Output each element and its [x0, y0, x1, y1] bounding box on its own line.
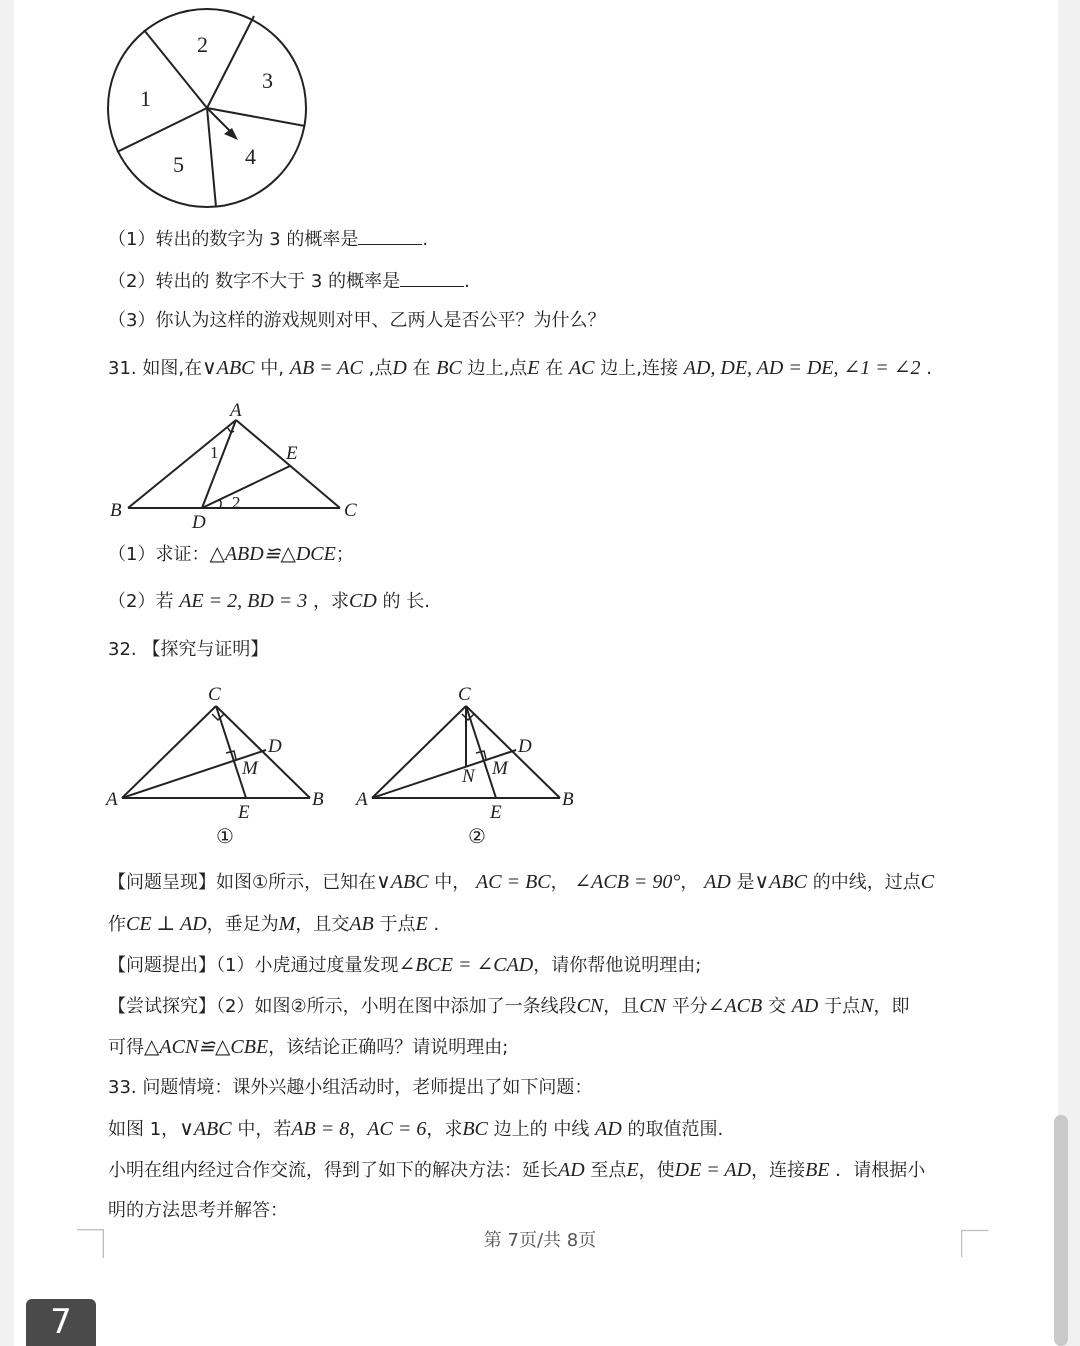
- text-segment: D: [518, 736, 532, 757]
- spinner-label-5: 5: [173, 152, 184, 177]
- text-segment: B: [110, 500, 122, 521]
- text-segment: 边上,连接: [600, 358, 678, 379]
- math-expression: CD: [349, 590, 377, 612]
- text-segment: 平分: [671, 996, 708, 1017]
- text-segment: E: [238, 802, 250, 823]
- text-segment: C: [208, 684, 221, 705]
- math-expression: ∠ACB: [707, 995, 763, 1017]
- q32-line-2: [108, 912, 439, 937]
- q32-line-5: [108, 1035, 508, 1060]
- text-segment: ，使: [638, 1160, 675, 1181]
- scrollbar-thumb[interactable]: [1054, 1115, 1068, 1346]
- text-segment: 小明在组内经过合作交流，得到了如下的解决方法：延长: [108, 1160, 558, 1181]
- text-segment: A: [230, 400, 242, 421]
- text-segment: ，即: [873, 996, 910, 1017]
- math-expression: AB = AC: [289, 357, 363, 379]
- text-segment: （1）求证：: [108, 544, 210, 565]
- math-expression: E: [626, 1159, 639, 1181]
- math-expression: AC = BC: [476, 871, 551, 893]
- math-expression: AD: [704, 871, 731, 893]
- text-segment: 于点: [824, 996, 861, 1017]
- math-expression: CN: [576, 995, 604, 1017]
- text-segment: E: [286, 443, 298, 464]
- text-segment: 2: [232, 493, 241, 512]
- math-expression: ∨ABC: [202, 357, 255, 379]
- text-segment: A: [106, 789, 118, 810]
- text-segment: N: [462, 766, 475, 787]
- text-segment: 如图 1，: [108, 1119, 180, 1140]
- q30-part1: [108, 226, 428, 252]
- q32-figure-1: [104, 680, 334, 852]
- math-expression: BE: [805, 1159, 830, 1181]
- text-segment: ，: [680, 872, 699, 893]
- text-segment: ，且: [603, 996, 640, 1017]
- text-segment: ．请根据小: [835, 1160, 926, 1181]
- text-segment: 31.: [108, 358, 137, 379]
- spinner-label-4: 4: [245, 144, 256, 169]
- math-expression: ∨ABC: [754, 871, 807, 893]
- math-expression: D: [392, 357, 407, 379]
- q33-line-4: [108, 1199, 288, 1223]
- text-segment: 至点: [590, 1160, 627, 1181]
- math-expression: ∨ABC: [376, 871, 429, 893]
- spinner-label-2: 2: [197, 32, 208, 57]
- q31-stem: [108, 356, 932, 381]
- corner-mark-left: [76, 1228, 106, 1258]
- text-segment: 在: [545, 358, 564, 379]
- math-expression: E: [527, 357, 540, 379]
- text-segment: D: [192, 512, 206, 532]
- text-segment: 【尝试探究】（2）如图②所示，小明在图中添加了一条线段: [108, 996, 577, 1017]
- text-segment: 在: [412, 358, 431, 379]
- math-expression: CE ⊥ AD: [126, 913, 207, 935]
- text-segment: 32. 【探究与证明】: [108, 639, 269, 660]
- text-segment: C: [344, 500, 357, 521]
- text-segment: 中,: [260, 358, 284, 379]
- text-segment: 中，若: [237, 1119, 292, 1140]
- math-expression: ∠ACB = 90°: [574, 871, 681, 893]
- text-segment: （2）若: [108, 591, 174, 612]
- text-segment: ，请你帮他说明理由;: [533, 955, 702, 976]
- text-segment: ，该结论正确吗？请说明理由;: [268, 1037, 509, 1058]
- q31-part2: [108, 589, 430, 614]
- math-expression: AD, DE, AD = DE, ∠1 = ∠2: [683, 357, 921, 379]
- text-segment: ，: [550, 872, 569, 893]
- text-segment: ，求: [313, 591, 350, 612]
- text-segment: ,点: [368, 358, 393, 379]
- text-segment: ，: [349, 1119, 368, 1140]
- page-number-badge[interactable]: 7: [26, 1299, 96, 1346]
- text-segment: M: [242, 758, 258, 779]
- text-segment: ；: [335, 544, 354, 565]
- text-segment: ，连接: [751, 1160, 806, 1181]
- text-segment: 明的方法思考并解答：: [108, 1200, 288, 1221]
- spinner-figure: [100, 4, 316, 210]
- math-expression: AB = 8: [291, 1118, 350, 1140]
- math-expression: ∨ABC: [179, 1118, 232, 1140]
- text-segment: B: [312, 789, 324, 810]
- math-expression: E: [415, 913, 428, 935]
- math-expression: AD: [558, 1159, 585, 1181]
- q31-part1: [108, 542, 354, 567]
- text-segment: 的取值范围.: [627, 1119, 724, 1140]
- math-expression: BC: [462, 1118, 488, 1140]
- math-expression: AC: [568, 357, 595, 379]
- text-segment: .: [926, 358, 932, 379]
- math-expression: DE = AD: [674, 1159, 752, 1181]
- q33-line-3: [108, 1158, 925, 1183]
- text-segment: D: [268, 736, 282, 757]
- text-segment: 【问题提出】（1）小虎通过度量发现: [108, 955, 399, 976]
- text-segment: （1）转出的数字为 3 的概率是: [108, 229, 359, 250]
- text-segment: E: [490, 802, 502, 823]
- text-segment: ，且交: [295, 914, 350, 935]
- answer-blank: [400, 268, 464, 287]
- q31-triangle-figure: [104, 396, 366, 532]
- text-segment: 如图,在: [142, 358, 203, 379]
- spinner-label-1: 1: [140, 86, 151, 111]
- math-expression: M: [278, 913, 296, 935]
- text-segment: .: [433, 914, 440, 935]
- text-segment: .: [422, 229, 429, 250]
- answer-blank: [358, 226, 422, 245]
- text-segment: 【问题呈现】如图①所示，已知在: [108, 872, 377, 893]
- math-expression: C: [920, 871, 935, 893]
- text-segment: 可得: [108, 1037, 144, 1058]
- text-segment: ②: [468, 826, 486, 848]
- math-expression: CN: [639, 995, 666, 1017]
- q32-line-4: [108, 994, 909, 1019]
- text-segment: 的中线，过点: [812, 872, 921, 893]
- text-segment: A: [356, 789, 368, 810]
- math-expression: N: [860, 995, 874, 1017]
- text-segment: 于点: [379, 914, 416, 935]
- math-expression: △ABD≌△DCE: [209, 543, 336, 565]
- corner-mark-right: [960, 1228, 990, 1258]
- text-segment: ，垂足为: [206, 914, 279, 935]
- q30-part3: [108, 309, 605, 333]
- math-expression: AE = 2, BD = 3: [179, 590, 308, 612]
- text-segment: （2）转出的 数字不大于 3 的概率是: [108, 271, 401, 292]
- math-expression: ∠BCE = ∠CAD: [398, 954, 534, 976]
- text-segment: B: [562, 789, 574, 810]
- text-segment: 交: [767, 996, 786, 1017]
- q32-heading: [108, 638, 268, 662]
- math-expression: AB: [349, 913, 374, 935]
- math-expression: AD: [595, 1118, 622, 1140]
- q32-line-3: [108, 953, 701, 978]
- q32-line-1: [108, 870, 934, 895]
- q30-part2: [108, 268, 470, 294]
- text-segment: 33. 问题情境：课外兴趣小组活动时，老师提出了如下问题：: [108, 1077, 593, 1098]
- q32-figure-2: [354, 680, 584, 852]
- text-segment: 作: [108, 914, 126, 935]
- text-segment: 中，: [434, 872, 471, 893]
- q33-line-2: [108, 1117, 723, 1142]
- text-segment: .: [464, 271, 470, 292]
- text-segment: ，求: [426, 1119, 463, 1140]
- math-expression: AC = 6: [367, 1118, 427, 1140]
- text-segment: 的 长.: [382, 591, 430, 612]
- q33-line-1: [108, 1076, 592, 1100]
- math-expression: △ACN≌△CBE: [144, 1036, 269, 1058]
- math-expression: AD: [791, 995, 819, 1017]
- text-segment: （3）你认为这样的游戏规则对甲、乙两人是否公平？为什么？: [108, 310, 606, 331]
- text-segment: 1: [210, 443, 219, 462]
- spinner-label-3: 3: [262, 68, 273, 93]
- text-segment: M: [492, 758, 508, 779]
- page-footer: 第 7页/共 8页: [483, 1230, 597, 1251]
- text-segment: 是: [736, 872, 755, 893]
- text-segment: ①: [216, 826, 234, 848]
- text-segment: 边上,点: [467, 358, 528, 379]
- text-segment: 边上的 中线: [493, 1119, 590, 1140]
- math-expression: BC: [436, 357, 462, 379]
- text-segment: C: [458, 684, 471, 705]
